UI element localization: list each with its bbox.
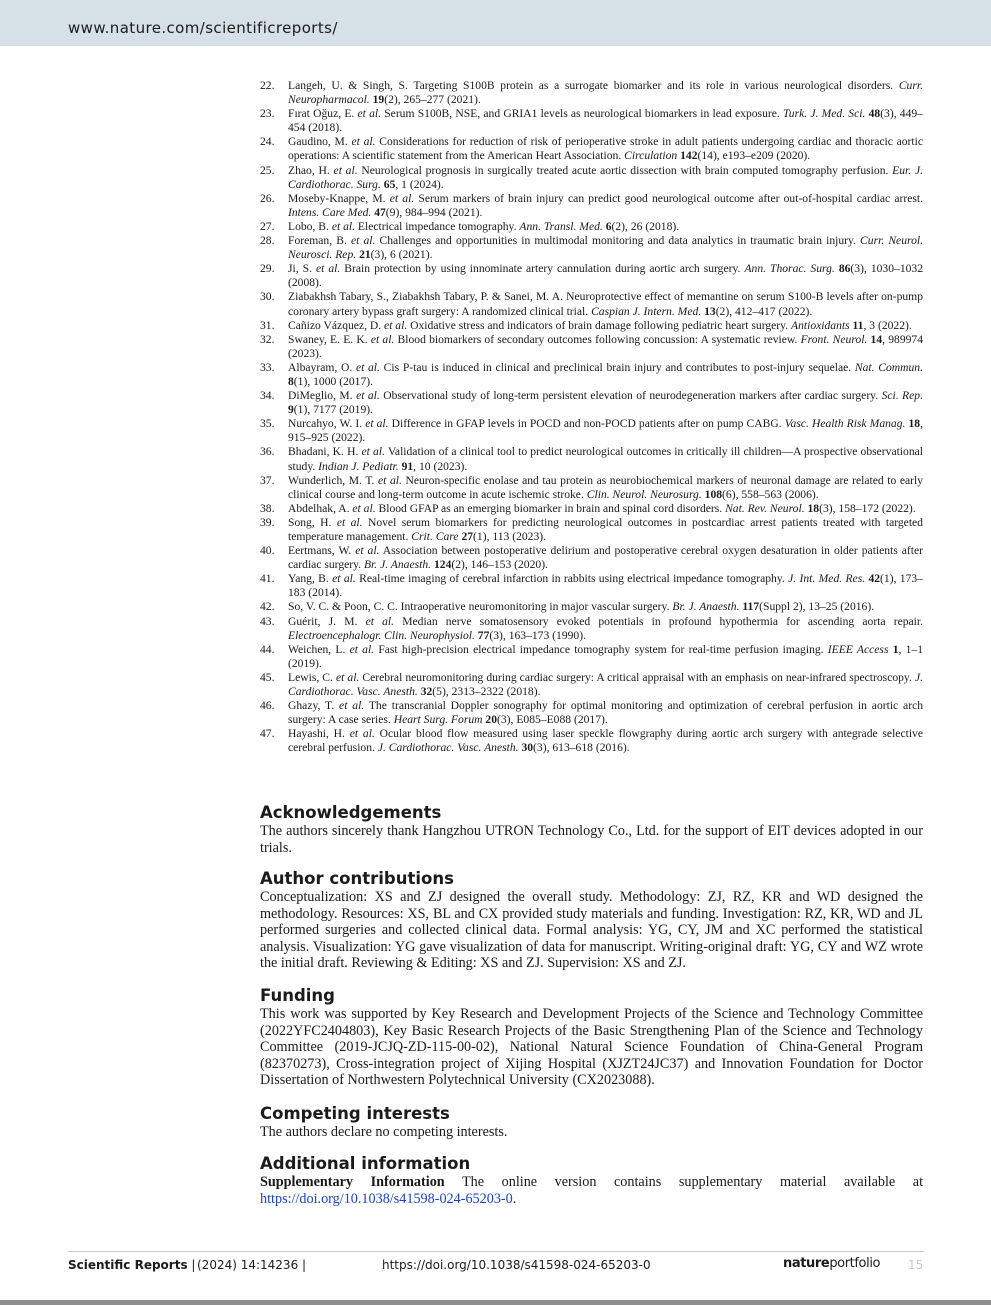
reference-text: Zhao, H. et al. Neurological prognosis in surgically treated acute aortic dissection with brain computed tomography perfusion. Eur. J. Cardiothorac. Surg. 65, 1 (2024). [288,163,923,191]
reference-text: Song, H. et al. Novel serum biomarkers for predicting neurological outcomes in postcardiac arrest patients treated with targeted temperature management. Crit. Care 27(1), 113 (2023). [288,515,923,543]
reference-number: 39. [260,515,275,529]
reference-text: Abdelhak, A. et al. Blood GFAP as an emerging biomarker in brain and spinal cord disorders. Nat. Rev. Neurol. 18(3), 158–172 (2022). [288,501,916,515]
reference-text: Wunderlich, M. T. et al. Neuron-specific enolase and tau protein as neurobiochemical markers of neuronal damage are related to early clinical course and long-term outcome in acute ischemic stroke. Clin. Neurol. Neurosurg. 108(6), 558–563 (2006). [288,473,923,501]
footer-separator: | [187,1258,196,1272]
supplementary-trail: . [512,1190,517,1207]
reference-number: 46. [260,699,275,713]
reference-text: Ghazy, T. et al. The transcranial Doppler sonography for optimal monitoring and optimization of cerebral perfusion in aortic arch surgery: A case series. Heart Surg. Forum 20(3), E085–E088 (2017). [288,699,924,727]
reference-text: Eertmans, W. et al. Association between postoperative delirium and postoperative cerebral oxygen desaturation in older patients after cardiac surgery. Br. J. Anaesth. 124(2), 146–153 (2020). [288,544,924,572]
reference-number: 45. [260,670,275,684]
logo-regular-part: portfolio [829,1256,881,1271]
reference-number: 33. [260,360,275,374]
reference-text: Guérit, J. M. et al. Median nerve somatosensory evoked potentials in profound hypothermia for ascending aorta repair. Electroencephalogr. Clin. Neurophysiol. 77(3), 163–173 (1990). [288,614,923,642]
reference-text: Nurcahyo, W. I. et al. Difference in GFAP levels in POCD and non-POCD patients after on pump CABG. Vasc. Health Risk Manag. 18, 915–925 (2022). [288,417,923,445]
reference-text: Fırat Oğuz, E. et al. Serum S100B, NSE, and GRIA1 levels as neurological biomarkers in lead exposure. Turk. J. Med. Sci. 48(3), 449–454 (2018). [288,107,923,135]
reference-item [260,220,923,234]
footer-volume-text: (2024) 14:14236 [197,1258,299,1272]
reference-number: 25. [260,163,275,177]
section-heading: Additional information [260,1154,471,1173]
footer-separator: | [298,1258,307,1272]
section-body: Conceptualization: XS and ZJ designed the overall study. Methodology: ZJ, RZ, KR and WD designed the methodology. Resources: XS, BL and CX provided study materials and funding. Investigation: RZ, KR, WD and JL performed surgeries and collected clinical data. Formal analysis: YG, CY, JM and XC performed the statistical analysis. Visualization: YG gave visualization of data for manuscript. Writing-original draft: YG, CY and WZ wrote the initial draft. Reviewing & Editing: XS and ZJ. Supervision: XS and ZJ. [260,889,923,972]
reference-item [260,445,923,473]
reference-item [260,389,923,417]
supplementary-doi-link[interactable]: https://doi.org/10.1038/s41598-024-65203-0 [260,1190,513,1207]
reference-number: 28. [260,234,275,248]
reference-item [260,319,923,333]
footer-journal [68,1258,195,1272]
reference-number: 42. [260,600,275,614]
section-heading: Competing interests [260,1104,450,1123]
page-bottom-edge [0,1300,991,1305]
reference-text: Bhadani, K. H. et al. Validation of a clinical tool to predict neurological outcomes in critically ill children—A prospective observational study. Indian J. Pediatr. 91, 10 (2023). [288,445,923,473]
reference-number: 22. [260,79,275,92]
reference-number: 44. [260,642,275,656]
competing-interests-section [260,1104,923,1141]
reference-text: Lewis, C. et al. Cerebral neuromonitoring during cardiac surgery: A critical appraisal with an emphasis on near-infrared spectroscopy. J. Cardiothorac. Vasc. Anesth. 32(5), 2313–2322 (2018). [288,670,923,699]
reference-item [260,474,923,502]
supplementary-text: The online version contains supplementary material available at [444,1174,924,1190]
reference-item [260,234,923,262]
footer-doi[interactable]: https://doi.org/10.1038/s41598-024-65203-0 [382,1258,651,1272]
page-number: 15 [908,1258,924,1272]
reference-number: 26. [260,191,275,205]
section-body: This work was supported by Key Research and Development Projects of the Science and Technology Committee (2022YFC2404803), Key Basic Research Projects of the Basic Strengthening Plan of the Science and Technology Committee (2019-JCJQ-ZD-115-00-02), National Natural Science Foundation of China-General Program (82370273), Cross-integration project of Xijing Hospital (XJZT24JC37) and Innovation Foundation for Doctor Dissertation of Northwestern Polytechnical University (CX2023088). [260,1006,923,1089]
reference-item [260,333,923,361]
reference-number: 47. [260,727,275,741]
section-heading: Acknowledgements [260,803,442,822]
footer-journal-name: Scientific Reports [68,1258,188,1272]
additional-information-section [260,1154,923,1207]
reference-number: 36. [260,445,275,459]
reference-item [260,192,923,220]
logo-bold-part: nature [783,1256,830,1271]
reference-number: 40. [260,544,275,558]
nature-portfolio-logo [783,1256,880,1271]
reference-item [260,544,923,572]
reference-number: 24. [260,135,275,149]
reference-text: Ziabakhsh Tabary, S., Ziabakhsh Tabary, P. & Sanei, M. A. Neuroprotective effect of memantine on serum S100-B levels after on-pump coronary artery bypass graft surgery: A randomized clinical trial. Caspian J. Intern. Med. 13(2), 412–417 (2022). [288,290,923,318]
reference-number: 32. [260,332,275,346]
reference-item [260,516,923,544]
section-heading: Funding [260,986,335,1005]
reference-item [260,107,923,135]
reference-text: DiMeglio, M. et al. Observational study of long-term persistent elevation of neurodegeneration markers after cardiac surgery. Sci. Rep. 9(1), 7177 (2019). [288,389,923,417]
reference-text: Cañizo Vázquez, D. et al. Oxidative stress and indicators of brain damage following pediatric heart surgery. Antioxidants 11, 3 (2022). [288,318,912,332]
reference-text: Ji, S. et al. Brain protection by using innominate artery cannulation during aortic arch surgery. Ann. Thorac. Surg. 86(3), 1030–1032 (2008). [288,262,924,290]
reference-item [260,417,923,445]
reference-text: Swaney, E. E. K. et al. Blood biomarkers of secondary outcomes following concussion: A systematic review. Front. Neurol. 14, 989974 (2023). [288,332,924,360]
reference-number: 37. [260,473,275,487]
acknowledgements-section [260,803,923,856]
reference-number: 23. [260,107,275,121]
reference-text: Albayram, O. et al. Cis P-tau is induced in clinical and preclinical brain injury and contributes to post-injury sequelae. Nat. Commun. 8(1), 1000 (2017). [288,360,923,388]
reference-text: Moseby-Knappe, M. et al. Serum markers of brain injury can predict good neurological outcome after out-of-hospital cardiac arrest. Intens. Care Med. 47(9), 984–994 (2021). [288,191,923,219]
reference-text: Gaudino, M. et al. Considerations for reduction of risk of perioperative stroke in adult patients undergoing cardiac and thoracic aortic operations: A scientific statement from the American Heart Association. Circulation 142(14), e193–e209 (2020). [288,135,923,163]
reference-number: 30. [260,290,275,304]
reference-text: Foreman, B. et al. Challenges and opportunities in multimodal monitoring and data analytics in traumatic brain injury. Curr. Neurol. Neurosci. Rep. 21(3), 6 (2021). [288,234,923,262]
reference-text: Langeh, U. & Singh, S. Targeting S100B protein as a surrogate biomarker and its role in various neurological disorders. Curr. Neuropharmacol. 19(2), 265–277 (2021). [288,79,923,107]
journal-header-bar [0,0,991,46]
reference-text: So, V. C. & Poon, C. C. Intraoperative neuromonitoring in major vascular surgery. Br. J. Anaesth. 117(Suppl 2), 13–25 (2016). [288,600,875,614]
reference-number: 27. [260,219,275,233]
reference-text: Weichen, L. et al. Fast high-precision electrical impedance tomography system for real-time perfusion imaging. IEEE Access 1, 1–1 (2019). [288,642,924,670]
reference-item [260,572,923,600]
reference-number: 29. [260,262,275,276]
reference-item [260,135,923,163]
reference-item [260,600,923,614]
reference-item [260,290,923,318]
supplementary-lead: Supplementary Information [260,1174,445,1190]
author-contributions-section [260,869,923,972]
reference-text: Hayashi, H. et al. Ocular blood flow measured using laser speckle flowgraphy during aortic arch surgery with antegrade selective cerebral perfusion. J. Cardiothorac. Vasc. Anesth. 30(3), 613–618 (2016). [288,727,923,755]
reference-item [260,361,923,389]
footer-volume [197,1258,306,1272]
reference-number: 31. [260,318,275,332]
reference-number: 34. [260,389,275,403]
reference-item [260,262,923,290]
reference-text: Lobo, B. et al. Electrical impedance tomography. Ann. Transl. Med. 6(2), 26 (2018). [288,219,680,233]
reference-number: 35. [260,417,275,431]
section-body [260,1174,923,1207]
reference-item [260,727,923,755]
footer-divider [68,1251,924,1252]
reference-item [260,502,923,516]
funding-section [260,986,923,1089]
site-url[interactable]: www.nature.com/scientificreports/ [68,19,338,37]
reference-item [260,671,923,699]
reference-list [260,79,923,756]
reference-number: 41. [260,572,275,586]
reference-item [260,643,923,671]
reference-number: 38. [260,501,275,515]
reference-item [260,615,923,643]
reference-number: 43. [260,614,275,628]
section-body: The authors sincerely thank Hangzhou UTRON Technology Co., Ltd. for the support of EIT devices adopted in our trials. [260,823,923,856]
section-heading: Author contributions [260,869,454,888]
reference-item [260,699,923,727]
section-body: The authors declare no competing interests. [260,1124,508,1140]
reference-item [260,79,923,107]
reference-item [260,164,923,192]
reference-text: Yang, B. et al. Real-time imaging of cerebral infarction in rabbits using electrical impedance tomography. J. Int. Med. Res. 42(1), 173–183 (2014). [288,572,923,600]
